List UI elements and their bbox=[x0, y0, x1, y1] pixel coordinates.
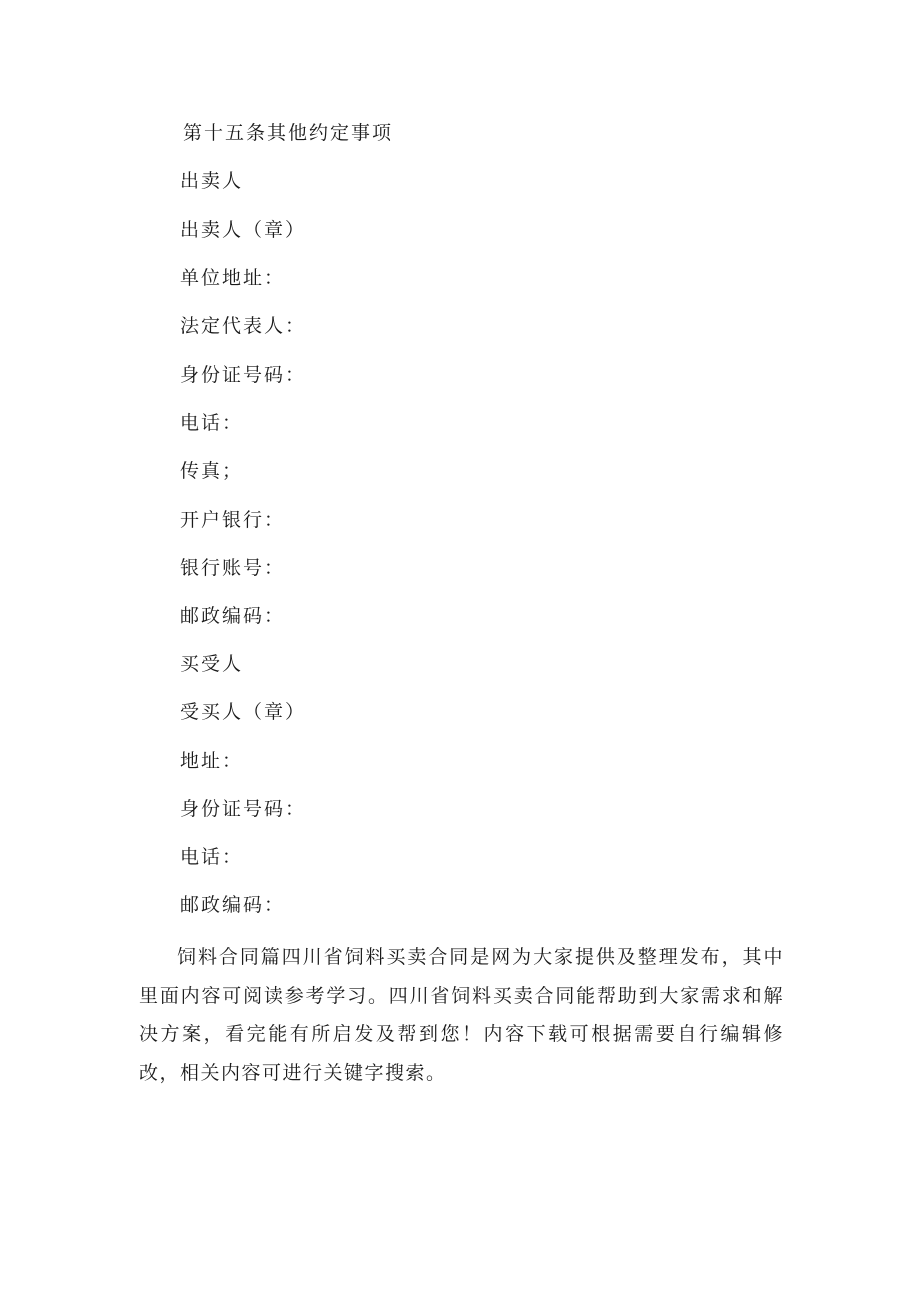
seller-postcode-line: 邮政编码： bbox=[180, 605, 286, 627]
seller-phone-line: 电话： bbox=[180, 412, 244, 434]
buyer-address-line: 地址： bbox=[180, 750, 244, 772]
seller-account-line: 银行账号： bbox=[180, 557, 286, 579]
seller-fax-line: 传真； bbox=[180, 460, 244, 482]
buyer-seal-line: 受买人（章） bbox=[180, 701, 307, 723]
seller-address-line: 单位地址： bbox=[180, 267, 286, 289]
buyer-id-number-line: 身份证号码： bbox=[180, 798, 307, 820]
buyer-phone-line: 电话： bbox=[180, 846, 244, 868]
seller-seal-line: 出卖人（章） bbox=[180, 219, 307, 241]
seller-bank-line: 开户银行： bbox=[180, 509, 286, 531]
footer-paragraph: 饲料合同篇四川省饲料买卖合同是网为大家提供及整理发布，其中里面内容可阅读参考学习。四川省饲料买卖合同能帮助到大家需求和解决方案，看完能有所启发及帮到您！内容下载可根据需要自行编辑修改，相关内容可进行关键字搜索。 bbox=[139, 946, 784, 1084]
seller-legal-rep-line: 法定代表人： bbox=[180, 315, 307, 337]
clause-heading: 第十五条其他约定事项 bbox=[183, 122, 394, 144]
seller-id-number-line: 身份证号码： bbox=[180, 364, 307, 386]
buyer-heading: 买受人 bbox=[180, 653, 244, 675]
buyer-postcode-line: 邮政编码： bbox=[180, 894, 286, 916]
seller-heading: 出卖人 bbox=[180, 170, 244, 192]
